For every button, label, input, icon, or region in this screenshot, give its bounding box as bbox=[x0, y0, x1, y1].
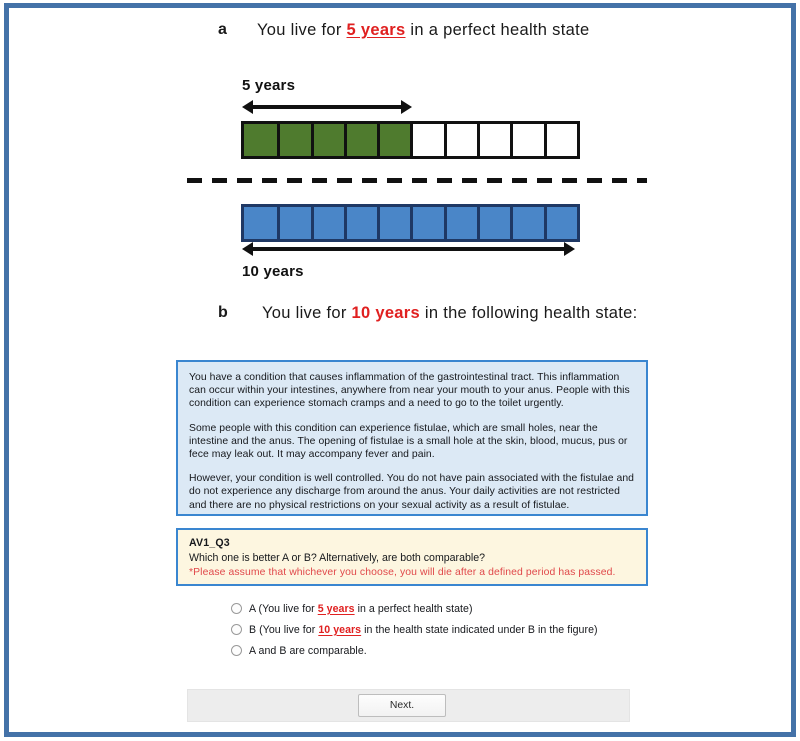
panel-a-heading-prefix: You live for bbox=[257, 21, 347, 39]
option-a-highlight: 5 years bbox=[317, 602, 355, 615]
option-comparable-label: A and B are comparable. bbox=[249, 644, 367, 657]
option-a-prefix: A (You live for bbox=[249, 602, 318, 615]
option-b-highlight: 10 years bbox=[318, 623, 362, 636]
year-cell bbox=[444, 207, 477, 239]
year-cell bbox=[311, 124, 344, 156]
year-cell bbox=[444, 124, 477, 156]
option-b[interactable] bbox=[231, 619, 651, 640]
panel-a-label: a bbox=[218, 21, 227, 38]
arrow-line bbox=[249, 247, 568, 251]
arrow-line bbox=[249, 105, 405, 109]
year-cell bbox=[244, 207, 277, 239]
panel-b-arrow-label: 10 years bbox=[242, 263, 304, 280]
panel-a-heading-suffix: in a perfect health state bbox=[405, 21, 590, 39]
answer-options bbox=[231, 598, 651, 661]
year-cell bbox=[477, 207, 510, 239]
panel-a-arrow-label: 5 years bbox=[242, 77, 296, 94]
year-cell bbox=[311, 207, 344, 239]
description-paragraph: However, your condition is well controlled. You do not have pain associated with the fistulae and do not experience any discharge from around the anus. Your daily activities are not restricted and there are no physical restrictions on your sexual activity as a result of fistulae. bbox=[189, 473, 634, 511]
description-paragraph: You have a condition that causes inflammation of the gastrointestinal tract. This inflammation can occur within your intestines, anywhere from near your mouth to your anus. People with this condition can experience stomach cramps and a need to go to the toilet urgently. bbox=[189, 372, 630, 410]
radio-button-comparable[interactable] bbox=[231, 645, 242, 656]
question-box bbox=[176, 528, 648, 586]
question-text: Which one is better A or B? Alternatively, are both comparable? bbox=[189, 552, 486, 564]
year-cell bbox=[244, 124, 277, 156]
health-state-description-box bbox=[176, 360, 648, 516]
panel-b-heading-suffix: in the following health state: bbox=[419, 304, 638, 322]
panel-a-heading bbox=[257, 21, 589, 40]
year-cell bbox=[544, 124, 577, 156]
option-comparable[interactable] bbox=[231, 640, 651, 661]
panel-b-heading-highlight: 10 years bbox=[351, 304, 420, 322]
option-a-suffix: in a perfect health state) bbox=[354, 602, 473, 615]
radio-button-b[interactable] bbox=[231, 624, 242, 635]
panel-a-heading-highlight: 5 years bbox=[346, 21, 406, 39]
panel-a-duration-arrow bbox=[242, 100, 412, 114]
year-cell bbox=[477, 124, 510, 156]
year-cell bbox=[410, 207, 443, 239]
section-divider bbox=[187, 178, 647, 183]
arrow-right-head-icon bbox=[564, 242, 575, 256]
panel-b-heading-prefix: You live for bbox=[262, 304, 352, 322]
outer-frame bbox=[4, 3, 796, 737]
year-cell bbox=[377, 124, 410, 156]
question-note: *Please assume that whichever you choose, you will die after a defined period has passed. bbox=[189, 567, 616, 578]
panel-b-heading bbox=[262, 304, 638, 323]
year-cell bbox=[277, 124, 310, 156]
option-b-prefix: B (You live for bbox=[249, 623, 319, 636]
next-button[interactable]: Next. bbox=[358, 694, 446, 717]
footer-bar bbox=[187, 689, 630, 722]
option-a-label bbox=[249, 603, 473, 615]
year-cell bbox=[277, 207, 310, 239]
radio-button-a[interactable] bbox=[231, 603, 242, 614]
year-cell bbox=[410, 124, 443, 156]
option-b-suffix: in the health state indicated under B in the figure) bbox=[361, 623, 598, 636]
content-area bbox=[9, 8, 791, 732]
arrow-right-head-icon bbox=[401, 100, 412, 114]
year-cell bbox=[510, 124, 543, 156]
panel-b-duration-arrow bbox=[242, 242, 575, 256]
question-code: AV1_Q3 bbox=[189, 537, 230, 549]
panel-b-year-bar bbox=[241, 204, 580, 242]
panel-b-label: b bbox=[218, 304, 228, 321]
year-cell bbox=[344, 124, 377, 156]
description-paragraph: Some people with this condition can experience fistulae, which are small holes, near the intestine and the anus. The opening of fistulae is a small hole at the skin, blood, mucus, pus or fece may leak out. It may accompany fever and pain. bbox=[189, 422, 628, 461]
year-cell bbox=[544, 207, 577, 239]
option-b-label bbox=[249, 624, 598, 636]
year-cell bbox=[377, 207, 410, 239]
year-cell bbox=[344, 207, 377, 239]
panel-a-year-bar bbox=[241, 121, 580, 159]
year-cell bbox=[510, 207, 543, 239]
option-a[interactable] bbox=[231, 598, 651, 619]
